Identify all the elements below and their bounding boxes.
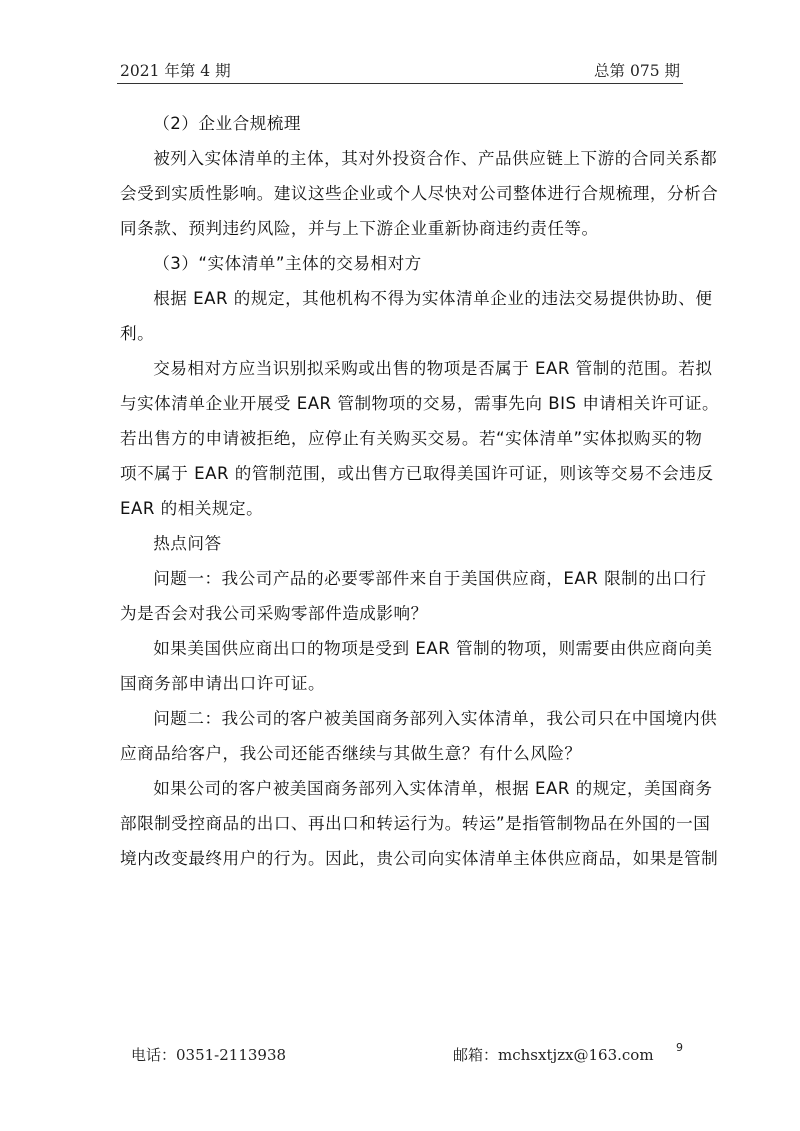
text-line: 应商品给客户，我公司还能否继续与其做生意？有什么风险？ [120, 744, 582, 763]
faq-question-2 [120, 701, 718, 771]
section-heading-faq [120, 526, 690, 561]
paragraph-ear-rule [120, 281, 713, 351]
text-line: 若出售方的申请被拒绝，应停止有关购买交易。若“实体清单”实体拟购买的物 [120, 429, 703, 448]
contact-email: 邮箱：mchsxtjzx@163.com [453, 1046, 654, 1064]
text-line: 与实体清单企业开展受 EAR 管制物项的交易，需事先向 BIS 申请相关许可证。 [120, 394, 720, 413]
text-line: 部限制受控商品的出口、再出口和转运行为。转运”是指管制物品在外国的一国 [120, 814, 711, 833]
contact-phone: 电话：0351-2113938 [131, 1046, 287, 1064]
text-line: 根据 EAR 的规定，其他机构不得为实体清单企业的违法交易提供协助、便 [153, 289, 713, 308]
paragraph-counterparty-duty [120, 351, 720, 526]
faq-answer-2 [120, 771, 719, 876]
text-line: 利。 [120, 324, 155, 343]
text-line: 问题一：我公司产品的必要零部件来自于美国供应商，EAR 限制的出口行 [153, 569, 707, 588]
text-line: 问题二：我公司的客户被美国商务部列入实体清单，我公司只在中国境内供 [153, 709, 718, 728]
text-line: 项不属于 EAR 的管制范围，或出售方已取得美国许可证，则该等交易不会违反 [120, 464, 714, 483]
text-line: 国商务部申请出口许可证。 [120, 674, 326, 693]
text-line: 同条款、预判违约风险，并与上下游企业重新协商违约责任等。 [120, 219, 599, 238]
text-line: 被列入实体清单的主体，其对外投资合作、产品供应链上下游的合同关系都 [153, 149, 718, 168]
page-footer [0, 1041, 800, 1068]
paragraph-compliance-review [120, 141, 719, 246]
text-line: EAR 的相关规定。 [120, 499, 264, 518]
faq-question-1 [120, 561, 707, 631]
text-line: 如果公司的客户被美国商务部列入实体清单，根据 EAR 的规定，美国商务 [153, 779, 713, 798]
text-line: 如果美国供应商出口的物项是受到 EAR 管制的物项，则需要由供应商向美 [153, 639, 713, 658]
issue-label: 2021 年第 4 期 [120, 62, 231, 80]
section-heading-counterparty [120, 246, 690, 281]
article-body [120, 106, 720, 876]
text-line: 境内改变最终用户的行为。因此，贵公司向实体清单主体供应商品，如果是管制 [120, 849, 719, 868]
text-line: （2）企业合规梳理 [153, 114, 301, 133]
page-number: 9 [676, 1041, 683, 1054]
text-line: 为是否会对我公司采购零部件造成影响？ [120, 604, 428, 623]
text-line: （3）“实体清单”主体的交易相对方 [153, 254, 422, 273]
section-heading-compliance [120, 106, 690, 141]
page-header [117, 55, 683, 84]
text-line: 会受到实质性影响。建议这些企业或个人尽快对公司整体进行合规梳理，分析合 [120, 184, 719, 203]
faq-answer-1 [120, 631, 713, 701]
total-issue-label: 总第 075 期 [594, 62, 680, 80]
text-line: 热点问答 [153, 534, 222, 553]
text-line: 交易相对方应当识别拟采购或出售的物项是否属于 EAR 管制的范围。若拟 [153, 359, 713, 378]
